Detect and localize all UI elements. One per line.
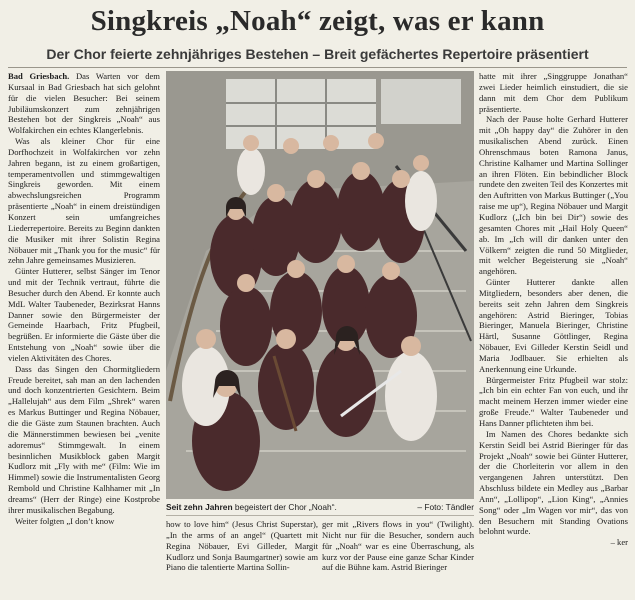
caption-lead: Seit zehn Jahren (166, 502, 233, 512)
paragraph: Im Namen des Chores bedankte sich Kerstin Seidl bei Astrid Bieringer für das Projekt „Noah“ sowie bei Günter Hutterer, der die Chorleiterin vor allem in den vergangenen Jahren unterstützt. Den Abschluss bildete ein Medley aus „Barbar Ann“, „Lollipop“, „Lion King“, „Annies Song“ oder „Im Wagen vor mir“, das von den Besuchern mit Standing Ovations belohnt wurde. (479, 428, 628, 537)
author-signature: – ker (610, 537, 628, 548)
caption-text: begeistert der Chor „Noah“. (232, 502, 337, 512)
paragraph: hatte mit ihrer „Singgruppe Jonathan“ zwei Lieder heimlich einstudiert, die sie dann mit dem Chor dem Publikum präsentierte. (479, 71, 628, 114)
paragraph: Günter Hutterer, selbst Sänger im Tenor und mit der Technik vertraut, führte die Besucher durch den Abend. Er konnte auch MdL Walter Taubeneder, Bezirksrat Hanns Danner sowie den Bürgermeister der Gemeinde Haarbach, Fritz Pfugbeil, begrüßen. Er informierte die Gäste über die Entstehung von „Noah“ sowie über die vielen Aktivitäten des Chores. (8, 266, 160, 363)
article-column-1 (8, 71, 160, 598)
paragraph: ger mit „Rivers flows in you“ (Twilight). Nicht nur für die Besucher, sondern auch für „Noah“ war es eine Überraschung, als kurz vor der Pause eine ganze Schar Kinder auf die Bühne kam. Astrid Bieringer (322, 519, 474, 573)
paragraph: how to love him“ (Jesus Christ Superstar), „In the arms of an angel“ (Quartett mit Regina Nöbauer, Evi Gilleder, Margit Kudlorz und Sonja Baumgartner) sowie am Piano die talentierte Martina Sollin- (166, 519, 318, 573)
paragraph (8, 71, 160, 136)
dateline: Bad Griesbach. (8, 71, 70, 81)
paragraph: Weiter folgten „I don’t know (15, 515, 115, 526)
choir-photo (166, 71, 474, 499)
article-headline: Singkreis „Noah“ zeigt, was er kann (90, 5, 545, 37)
paragraph: Günter Hutterer dankte allen Mitgliedern, besonders aber denen, die bereits seit zehn Jahren dem Singkreis angehören: Astrid Bieringer, Tobias Bieringer, Manuela Bieringer, Christine Härtl, Susanne Göttlinger, Regina Nöbauer, Evi Gilleder Kerstin Seidl und Maria Jodlbauer. Sie erhielten als Anerkennung eine Urkunde. (479, 277, 628, 374)
paragraph: Was als kleiner Chor für eine Dorfhochzeit in Wolfakirchen vor zehn Jahren begann, ist zu einem großartigen, temperamentvollen und stimmgewaltigen Singkreis geworden. Mit einem abwechslungsreichen Programm präsentierte „Noah“ in einem dreistündigen Konzert sein umfangreiches Liederrepertoire. Bereits zu Beginn dankten die Musiker mit ihrer Solistin Regina Nöbauer mit „Thank you for the music“ für zehn Jahre gemeinsames Musizieren. (8, 136, 160, 266)
article-subheadline: Der Chor feierte zehnjähriges Bestehen – Breit gefächertes Repertoire präsentiert (46, 46, 589, 62)
choir-photo-image (166, 71, 474, 499)
article-column-2 (166, 519, 318, 596)
article-column-3 (322, 519, 474, 596)
paragraph: Bürgermeister Fritz Pfugbeil war stolz: „Ich bin ein echter Fan von euch, und ihr macht meinem Herzen immer wieder eine große Freude.“ Walter Taubeneder und Hans Danner pflichteten ihm bei. (479, 374, 628, 428)
caption-divider (166, 515, 474, 516)
photo-caption (166, 502, 474, 513)
article-column-4 (479, 71, 628, 598)
paragraph-text: Das Warten vor dem Kursaal in Bad Griesbach hat sich gelohnt für die vielen Besucher: Bei seinem Jubiläumskonzert zum zehnjährigen Bestehen bot der Singkreis „Noah“ aus Wolfakirchen ein echtes Klangerlebnis. (8, 71, 160, 136)
photo-credit: – Foto: Tändler (417, 502, 474, 512)
paragraph: Dass das Singen den Chormitgliedern Freude bereitet, sah man an den lachenden und doch konzentrierten Gesichtern. Beim „Hallelujah“ aus dem Film „Shrek“ waren es Markus Buttinger und Regina Nöbauer, die die Gäste zum Staunen brachten. Auch die Männerstimmen bewiesen bei „venite adoremus“ Stimmgewalt. In einem besinnlichen Musikblock gaben Margit Kudlorz mit „Fly with me“ (Film: Wie im Himmel) sowie die Instrumentalisten Georg Rembold und Christine Kalhhamer mit „In dreams“ (Herr der Ringe) eine Kostprobe ihrer musikalischen Begabung. (8, 363, 160, 515)
header-divider (8, 67, 627, 68)
paragraph: Nach der Pause holte Gerhard Hutterer mit „Oh happy day“ die Zuhörer in den musikalischen Abend zurück. Einen Ohrenschmaus boten Ramona Janus, Christine Kalhamer und Martina Sollinger an ihren Flöten. Ein bebindlicher Block rundete den zweiten Teil des Konzertes mit den Auftritten von Markus Buttinger („You raise me up“), Regina Nöbauer und Margit Kudlorz („Ich bin bei Dir“) sowie des gesamten Chores mit „Hail Holy Queen“ ab. Im „Ich will dir danken unter den Völkern“ zeigten die rund 50 Mitglieder, mit welcher Begeisterung sie „Noah“ angehören. (479, 114, 628, 277)
